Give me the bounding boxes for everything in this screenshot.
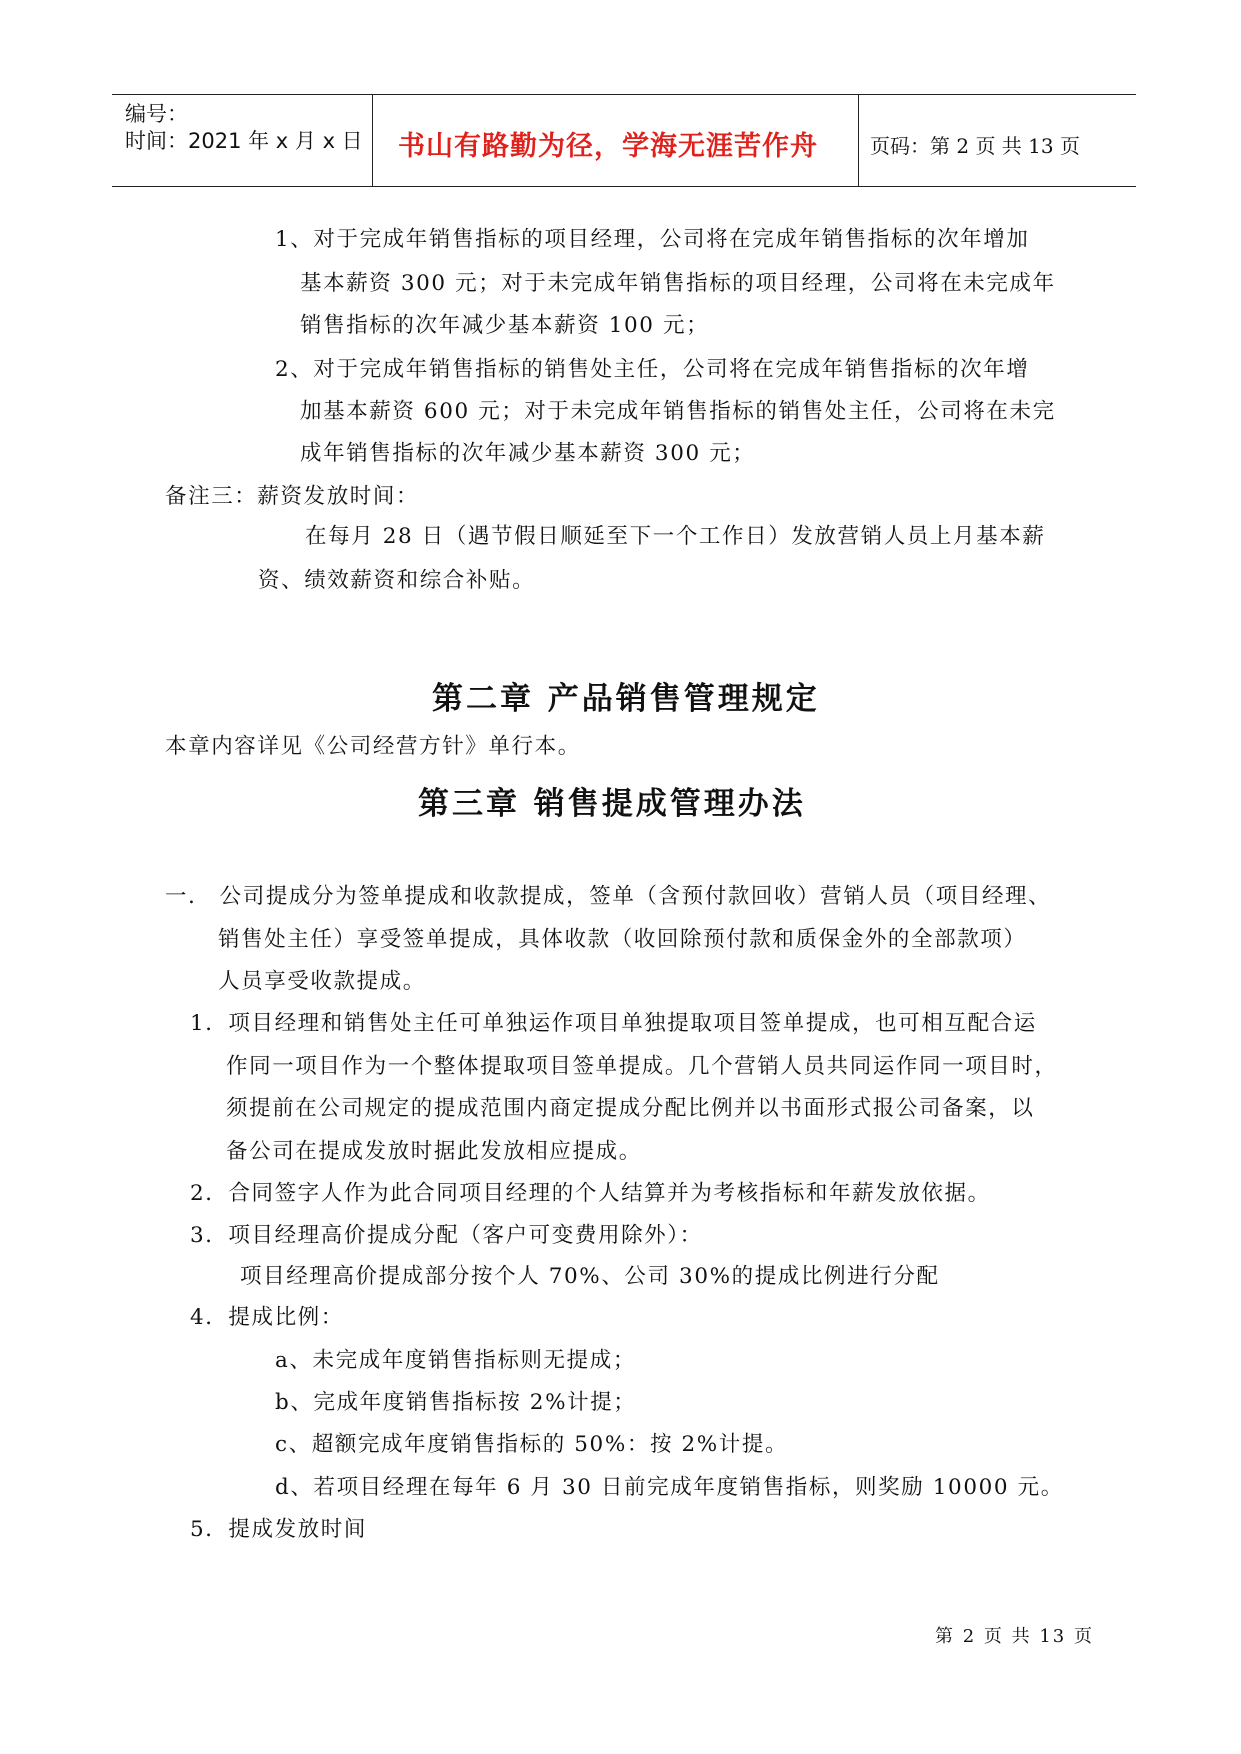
rule1-line4: 备公司在提成发放时据此发放相应提成。: [226, 1139, 642, 1164]
note3-title: 备注三：薪资发放时间：: [165, 484, 420, 509]
chapter2-content: 本章内容详见《公司经营方针》单行本。: [165, 734, 581, 759]
item2-line1: 2、对于完成年销售指标的销售处主任，公司将在完成年销售指标的次年增: [275, 357, 1030, 382]
rule3: 3．项目经理高价提成分配（客户可变费用除外）：: [190, 1223, 703, 1248]
document-date-label: 时间：2021 年 x 月 x 日: [125, 129, 363, 153]
header-top-rule: [112, 94, 1136, 95]
item1-line2: 基本薪资 300 元；对于未完成年销售指标的项目经理，公司将在未完成年: [300, 271, 1056, 296]
note3-line1: 在每月 28 日（遇节假日顺延至下一个工作日）发放营销人员上月基本薪: [305, 524, 1046, 549]
header-motto: 书山有路勤为径，学海无涯苦作舟: [398, 131, 818, 162]
header-bottom-rule: [112, 186, 1136, 187]
part1-line2: 销售处主任）享受签单提成，具体收款（收回除预付款和质保金外的全部款项）: [218, 927, 1027, 952]
rule5: 5．提成发放时间: [190, 1517, 367, 1542]
rule2: 2．合同签字人作为此合同项目经理的个人结算并为考核指标和年薪发放依据。: [190, 1181, 991, 1206]
chapter2-title: 第二章 产品销售管理规定: [432, 681, 820, 717]
rule4-c: c、超额完成年度销售指标的 50%：按 2%计提。: [275, 1432, 789, 1457]
footer-page-label: 第 2 页 共 13 页: [935, 1626, 1094, 1647]
document-number-label: 编号：: [125, 102, 188, 126]
rule4: 4．提成比例：: [190, 1305, 344, 1330]
rule4-b: b、完成年度销售指标按 2%计提；: [275, 1390, 637, 1415]
item1-line3: 销售指标的次年减少基本薪资 100 元；: [300, 313, 710, 338]
note3-line2: 资、绩效薪资和综合补贴。: [258, 568, 536, 593]
rule1-line2: 作同一项目作为一个整体提取项目签单提成。几个营销人员共同运作同一项目时，: [226, 1054, 1058, 1079]
rule3-detail: 项目经理高价提成部分按个人 70%、公司 30%的提成比例进行分配: [240, 1264, 940, 1289]
part1-line1: 一． 公司提成分为签单提成和收款提成，签单（含预付款回收）营销人员（项目经理、: [165, 884, 1052, 909]
rule4-a: a、未完成年度销售指标则无提成；: [275, 1348, 636, 1373]
header-page-label: 页码：第 2 页 共 13 页: [870, 134, 1080, 158]
rule1-line3: 须提前在公司规定的提成范围内商定提成分配比例并以书面形式报公司备案，以: [226, 1096, 1035, 1121]
part1-line3: 人员享受收款提成。: [218, 969, 426, 994]
item2-line3: 成年销售指标的次年减少基本薪资 300 元；: [300, 441, 756, 466]
rule4-d: d、若项目经理在每年 6 月 30 日前完成年度销售指标，则奖励 10000 元。: [275, 1475, 1064, 1500]
chapter3-title: 第三章 销售提成管理办法: [418, 786, 806, 822]
header-divider-left: [372, 94, 373, 186]
rule1-line1: 1．项目经理和销售处主任可单独运作项目单独提取项目签单提成，也可相互配合运: [190, 1011, 1037, 1036]
header-divider-right: [858, 94, 859, 186]
item1-line1: 1、对于完成年销售指标的项目经理，公司将在完成年销售指标的次年增加: [275, 227, 1030, 252]
item2-line2: 加基本薪资 600 元；对于未完成年销售指标的销售处主任，公司将在未完: [300, 399, 1056, 424]
